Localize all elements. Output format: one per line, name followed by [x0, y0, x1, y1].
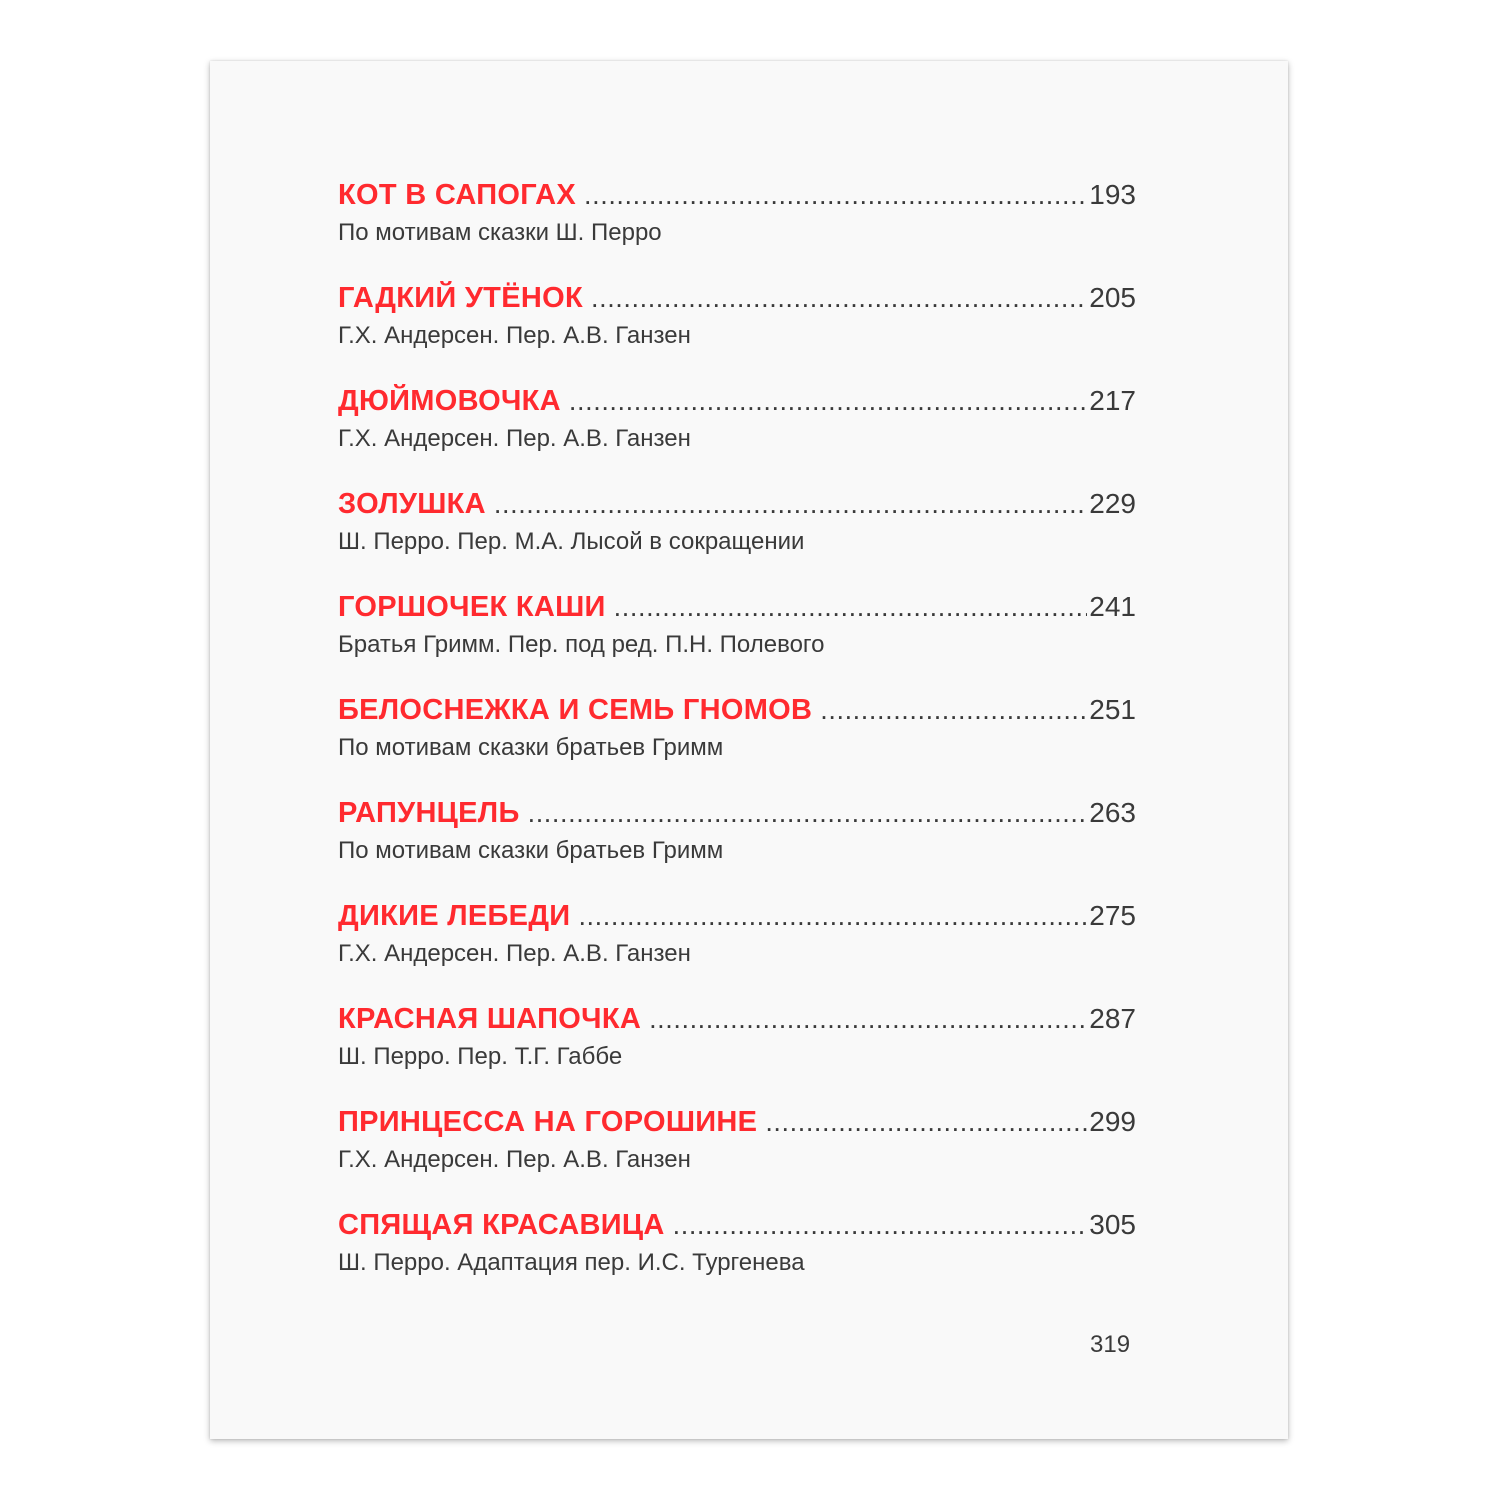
toc-subtitle: Ш. Перро. Пер. М.А. Лысой в сокращении	[338, 528, 805, 555]
dot-leader	[765, 1100, 1087, 1144]
toc-subtitle: Ш. Перро. Пер. Т.Г. Габбе	[338, 1043, 623, 1070]
dot-leader	[578, 894, 1087, 938]
toc-subtitle: Ш. Перро. Адаптация пер. И.С. Тургенева	[338, 1249, 805, 1276]
toc-entry	[338, 791, 1136, 894]
toc-title-row	[338, 688, 1136, 732]
toc-page-number: 287	[1089, 1003, 1136, 1034]
dot-leader	[494, 482, 1087, 526]
dot-leader	[584, 173, 1087, 217]
dot-leader	[591, 276, 1087, 320]
toc-title: РАПУНЦЕЛЬ	[338, 797, 520, 829]
toc-title: ЗОЛУШКА	[338, 488, 486, 520]
toc-page-number: 263	[1089, 797, 1136, 828]
toc-title-row	[338, 997, 1136, 1041]
toc-page-number: 275	[1089, 900, 1136, 931]
toc-page-number: 305	[1089, 1209, 1136, 1240]
toc-page-number: 205	[1089, 282, 1136, 313]
toc-page-number: 251	[1089, 694, 1136, 725]
toc-title-row	[338, 173, 1136, 217]
toc-title-row	[338, 1203, 1136, 1247]
toc-title-row	[338, 276, 1136, 320]
toc-title-row	[338, 1100, 1136, 1144]
toc-subtitle: По мотивам сказки братьев Гримм	[338, 837, 724, 864]
toc-subtitle: Г.Х. Андерсен. Пер. А.В. Ганзен	[338, 940, 691, 967]
toc-entry	[338, 585, 1136, 688]
toc-entry	[338, 1203, 1136, 1306]
toc-title: СПЯЩАЯ КРАСАВИЦА	[338, 1209, 665, 1241]
toc-entry	[338, 379, 1136, 482]
dot-leader	[614, 585, 1088, 629]
toc-title: ПРИНЦЕССА НА ГОРОШИНЕ	[338, 1106, 758, 1138]
toc-page-number: 241	[1089, 591, 1136, 622]
toc-title: ГОРШОЧЕК КАШИ	[338, 591, 606, 623]
toc-title: КРАСНАЯ ШАПОЧКА	[338, 1003, 642, 1035]
toc-page-number: 299	[1089, 1106, 1136, 1137]
toc-entry	[338, 688, 1136, 791]
page-number: 319	[1090, 1331, 1131, 1358]
toc-subtitle: Г.Х. Андерсен. Пер. А.В. Ганзен	[338, 1146, 691, 1173]
dot-leader	[649, 997, 1087, 1041]
toc-entry	[338, 1100, 1136, 1203]
toc-subtitle: Г.Х. Андерсен. Пер. А.В. Ганзен	[338, 322, 691, 349]
toc-title: ДЮЙМОВОЧКА	[338, 385, 561, 417]
toc-title-row	[338, 585, 1136, 629]
toc-entry	[338, 482, 1136, 585]
toc-page-number: 193	[1089, 179, 1136, 210]
toc-subtitle: Г.Х. Андерсен. Пер. А.В. Ганзен	[338, 425, 691, 452]
toc-subtitle: По мотивам сказки братьев Гримм	[338, 734, 724, 761]
toc-title-row	[338, 379, 1136, 423]
toc-subtitle: По мотивам сказки Ш. Перро	[338, 219, 662, 246]
dot-leader	[528, 791, 1088, 835]
toc-title-row	[338, 482, 1136, 526]
dot-leader	[569, 379, 1087, 423]
dot-leader	[673, 1203, 1088, 1247]
dot-leader	[820, 688, 1087, 732]
toc-title: БЕЛОСНЕЖКА И СЕМЬ ГНОМОВ	[338, 694, 813, 726]
toc-title-row	[338, 791, 1136, 835]
toc-entry	[338, 997, 1136, 1100]
toc-entry	[338, 173, 1136, 276]
table-of-contents	[338, 173, 1136, 1306]
toc-title: КОТ В САПОГАХ	[338, 179, 577, 211]
book-page	[210, 61, 1288, 1439]
toc-title: ДИКИЕ ЛЕБЕДИ	[338, 900, 571, 932]
toc-entry	[338, 276, 1136, 379]
toc-page-number: 217	[1089, 385, 1136, 416]
toc-entry	[338, 894, 1136, 997]
toc-title-row	[338, 894, 1136, 938]
toc-subtitle: Братья Гримм. Пер. под ред. П.Н. Полевого	[338, 631, 825, 658]
toc-title: ГАДКИЙ УТЁНОК	[338, 282, 583, 314]
toc-page-number: 229	[1089, 488, 1136, 519]
